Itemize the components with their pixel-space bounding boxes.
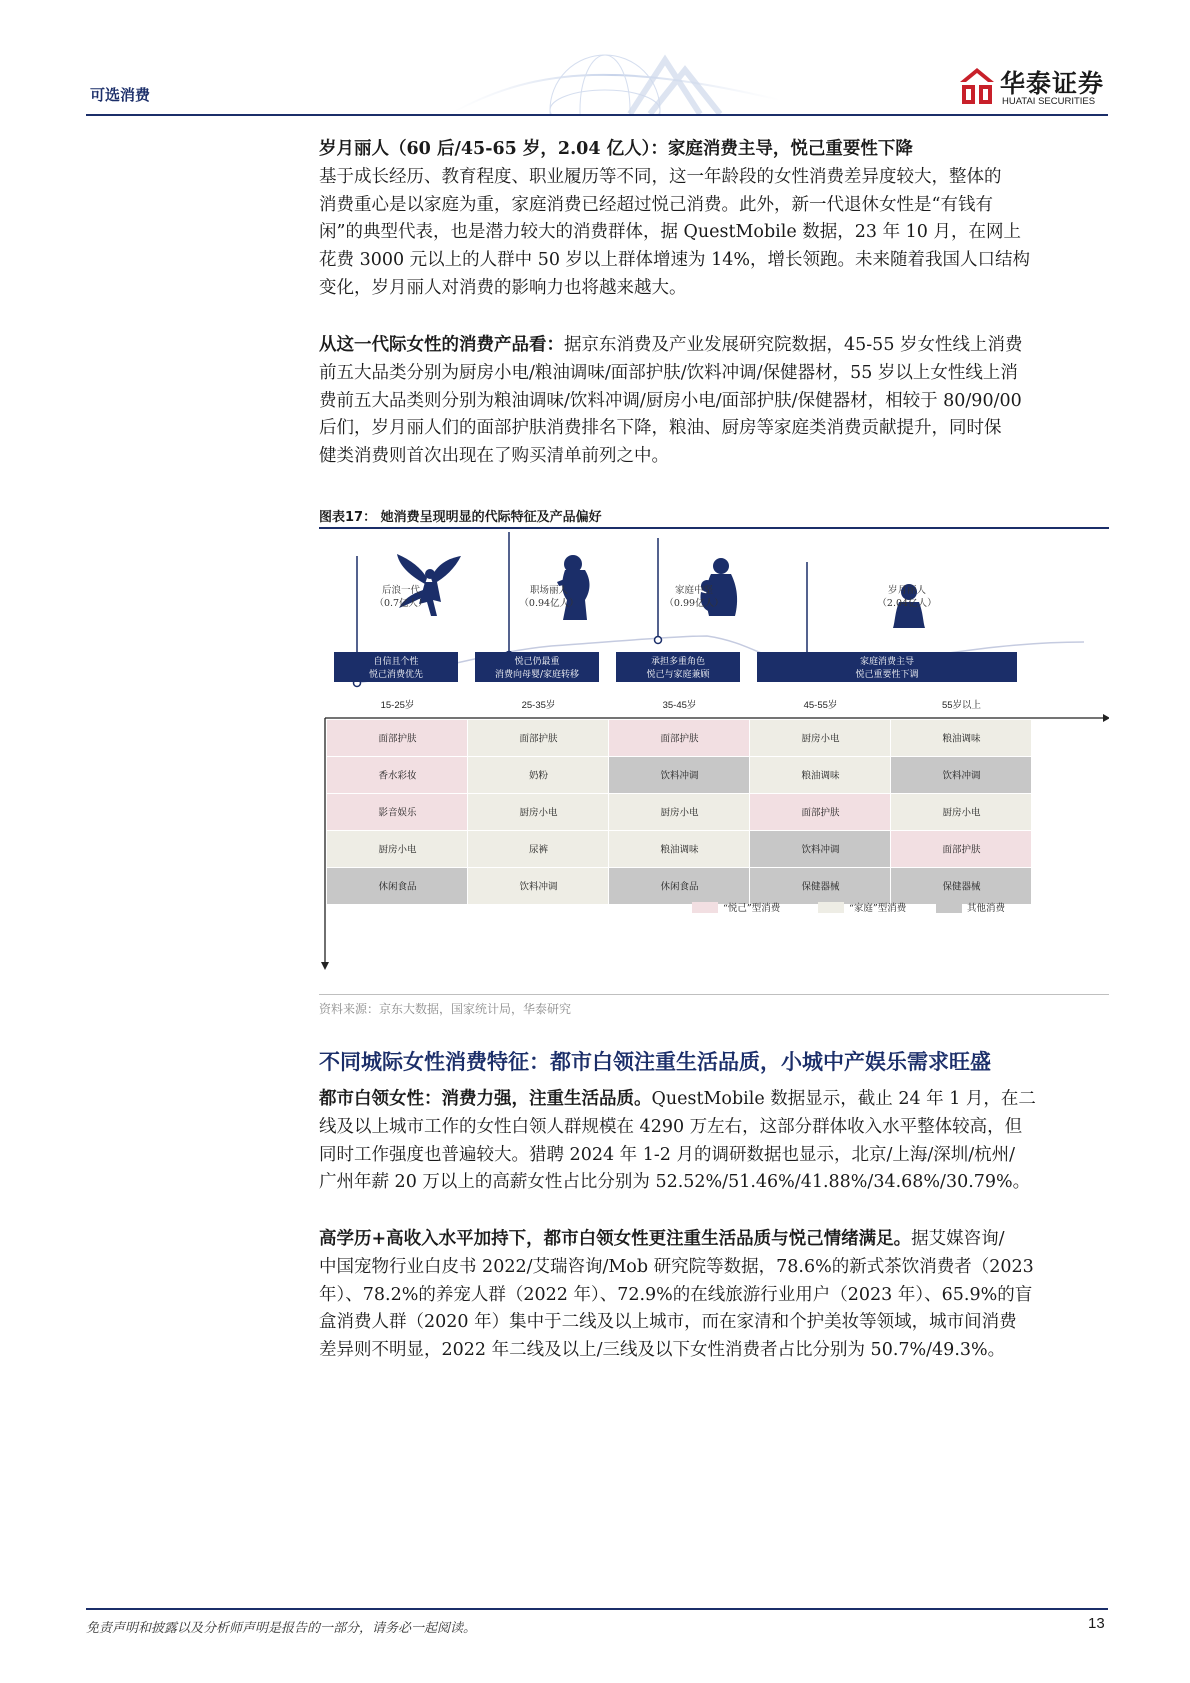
- paragraph-line: 同时工作强度也普遍较大。猎聘 2024 年 1-2 月的调研数据也显示，北京/上海/深圳/杭州/: [319, 1144, 1016, 1165]
- generation-chart: [319, 530, 1109, 990]
- page-number: 13: [1088, 1615, 1105, 1632]
- category-label: 饮料冲调: [660, 770, 699, 782]
- legend-swatch: [818, 902, 844, 913]
- logo-text-cn: 华泰证券: [1000, 69, 1105, 98]
- paragraph-line: 后们，岁月丽人们的面部护肤消费排名下降，粮油、厨房等家庭类消费贡献提升，同时保: [319, 418, 1002, 439]
- paragraph-products: [319, 332, 1109, 471]
- paragraph-line: 盒消费人群（2020 年）集中于二线及以上城市，而在家清和个护美妆等领域，城市间消费: [319, 1312, 1017, 1333]
- figure-bottom-rule: [319, 994, 1109, 995]
- trait-line2: 悦己消费优先: [368, 670, 424, 680]
- rank-axis-arrow: [321, 962, 329, 970]
- figure-title: 图表17： 她消费呈现明显的代际特征及产品偏好: [319, 510, 602, 525]
- paragraph-lead: 高学历+高收入水平加持下，都市白领女性更注重生活品质与悦己情绪满足。: [319, 1229, 912, 1249]
- paragraph-line: 中国宠物行业白皮书 2022/艾瑞咨询/Mob 研究院等数据，78.6%的新式茶饮消费者（2023: [319, 1256, 1034, 1277]
- legend-label: 其他消费: [967, 903, 1006, 914]
- age-label: 25-35岁: [521, 700, 556, 711]
- age-label: 55岁以上: [941, 700, 982, 711]
- category-label: 奶粉: [528, 770, 549, 782]
- category-label: 厨房小电: [660, 807, 699, 819]
- paragraph-line: 前五大品类分别为厨房小电/粮油调味/面部护肤/饮料冲调/保健器材，55 岁以上女性线上消: [319, 362, 1018, 383]
- category-label: 尿裤: [528, 844, 549, 856]
- paragraph-line: 广州年薪 20 万以上的高薪女性占比分别为 52.52%/51.46%/41.88%/34.68%/30.79%。: [319, 1172, 1031, 1193]
- category-label: 饮料冲调: [519, 881, 558, 893]
- category-label: 休闲食品: [660, 881, 699, 893]
- category-label: 饮料冲调: [942, 770, 981, 782]
- generation-name: 职场丽人: [529, 585, 569, 596]
- age-label: 45-55岁: [803, 700, 838, 711]
- legend-swatch: [936, 902, 962, 913]
- category-label: 粮油调味: [660, 844, 699, 856]
- paragraph-line: 线及以上城市工作的女性白领人群规模在 4290 万左右，这部分群体收入水平整体较高，但: [319, 1116, 1023, 1137]
- generation-size: （0.7亿人）: [374, 598, 428, 609]
- huatai-logo-mark-icon: [958, 66, 996, 106]
- paragraph-line: 据艾媒咨询/: [911, 1229, 1005, 1249]
- trait-line1: 悦己仍最重: [514, 657, 560, 667]
- paragraph-line: 花费 3000 元以上的人群中 50 岁以上群体增速为 14%，增长领跑。未来随着我国人口结构: [319, 250, 1031, 271]
- generation-size: （2.04亿人）: [877, 598, 937, 609]
- paragraph-urban-white-collar: [319, 1086, 1109, 1197]
- category-label: 饮料冲调: [801, 844, 840, 856]
- category-label: 面部护肤: [660, 733, 699, 745]
- paragraph-heading: 岁月丽人（60 后/45-65 岁，2.04 亿人）：家庭消费主导，悦己重要性下降: [319, 139, 913, 159]
- paragraph-quality-of-life: [319, 1226, 1109, 1365]
- category-label: 休闲食品: [378, 881, 417, 893]
- legend-label: “家庭”型消费: [849, 903, 907, 914]
- generation-name: 家庭中坚: [674, 585, 714, 596]
- trait-line2: 消费向母婴/家庭转移: [494, 670, 580, 680]
- category-label: 保健器械: [801, 881, 840, 893]
- age-axis-arrow: [1103, 714, 1109, 722]
- header-rule: [86, 114, 1108, 116]
- trait-line1: 承担多重角色: [650, 657, 706, 667]
- footer-disclaimer: 免责声明和披露以及分析师声明是报告的一部分，请务必一起阅读。: [86, 1621, 477, 1636]
- paragraph-line: 健类消费则首次出现在了购买清单前列之中。: [319, 446, 669, 467]
- paragraph-suiyue: [319, 136, 1109, 303]
- category-label: 粮油调味: [801, 770, 840, 782]
- paragraph-line: 费前五大品类则分别为粮油调味/饮料冲调/厨房小电/面部护肤/保健器材，相较于 80/90/00: [319, 390, 1022, 411]
- header-category: 可选消费: [90, 86, 151, 104]
- huatai-logo: [958, 66, 1105, 112]
- footer-rule: [86, 1608, 1108, 1610]
- category-label: 厨房小电: [519, 807, 558, 819]
- category-label: 厨房小电: [801, 733, 840, 745]
- category-label: 厨房小电: [942, 807, 981, 819]
- paragraph-line: 差异则不明显，2022 年二线及以上/三线及以下女性消费者占比分别为 50.7%/49.3%。: [319, 1340, 1006, 1361]
- trait-line1: 家庭消费主导: [859, 657, 915, 667]
- section-title: 不同城际女性消费特征：都市白领注重生活品质，小城中产娱乐需求旺盛: [319, 1049, 991, 1074]
- category-label: 香水彩妆: [378, 770, 417, 782]
- category-label: 粮油调味: [942, 733, 981, 745]
- generation-size: （0.94亿人）: [519, 598, 579, 609]
- trait-line1: 自信且个性: [373, 657, 419, 667]
- generation-name: 后浪一代: [381, 585, 421, 596]
- logo-text-en: HUATAI SECURITIES: [1002, 96, 1096, 107]
- age-label: 15-25岁: [380, 700, 415, 711]
- category-label: 保健器械: [942, 881, 981, 893]
- paragraph-line: 年）、78.2%的养宠人群（2022 年）、72.9%的在线旅游行业用户（2023 年）、65.9%的盲: [319, 1284, 1033, 1305]
- generation-size: （0.99亿人）: [664, 598, 724, 609]
- paragraph-line: 变化，岁月丽人对消费的影响力也将越来越大。: [319, 277, 687, 298]
- generation-name: 岁月丽人: [887, 585, 927, 596]
- paragraph-line: 基于成长经历、教育程度、职业履历等不同，这一年龄段的女性消费差异度较大，整体的: [319, 166, 1002, 187]
- category-label: 面部护肤: [801, 807, 840, 819]
- category-label: 面部护肤: [519, 733, 558, 745]
- paragraph-line: 据京东消费及产业发展研究院数据，45-55 岁女性线上消费: [564, 335, 1023, 355]
- legend-swatch: [692, 902, 718, 913]
- figure-rule: [319, 527, 1109, 529]
- legend-label: “悦己”型消费: [723, 903, 781, 914]
- paragraph-line: 消费重心是以家庭为重，家庭消费已经超过悦己消费。此外，新一代退休女性是“有钱有: [319, 194, 993, 215]
- category-label: 面部护肤: [942, 844, 981, 856]
- figure-source: 资料来源：京东大数据，国家统计局，华泰研究: [319, 1002, 572, 1016]
- timeline-dot: [655, 637, 662, 644]
- paragraph-line: QuestMobile 数据显示，截止 24 年 1 月，在二: [651, 1089, 1036, 1109]
- category-label: 厨房小电: [378, 844, 417, 856]
- category-label: 影音娱乐: [378, 807, 417, 819]
- category-label: 面部护肤: [378, 733, 417, 745]
- trait-line2: 悦己与家庭兼顾: [646, 670, 710, 680]
- trait-line2: 悦己重要性下调: [855, 670, 919, 680]
- paragraph-line: 闲”的典型代表，也是潜力较大的消费群体，据 QuestMobile 数据，23 年 10 月，在网上: [319, 222, 1021, 243]
- age-label: 35-45岁: [662, 700, 697, 711]
- paragraph-lead: 都市白领女性：消费力强，注重生活品质。: [319, 1089, 652, 1109]
- paragraph-lead: 从这一代际女性的消费产品看：: [319, 335, 564, 355]
- header-globe-graphic: [450, 40, 780, 114]
